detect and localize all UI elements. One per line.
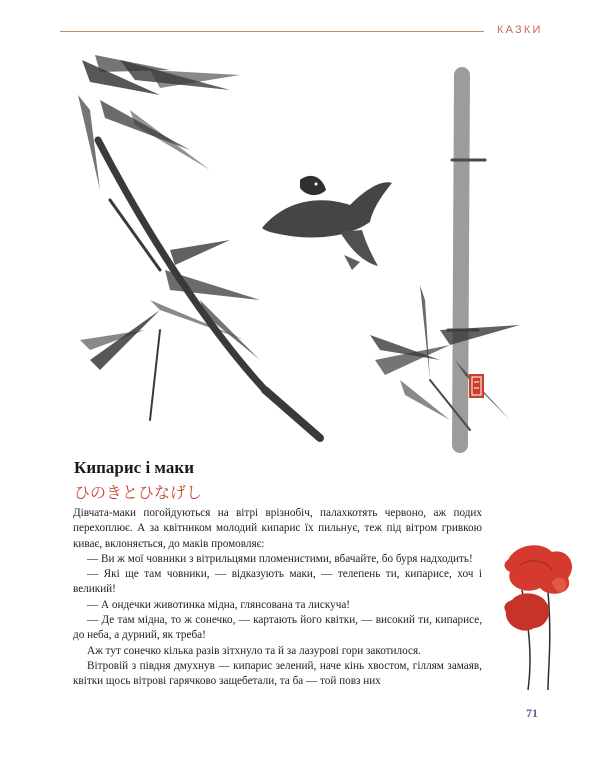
paragraph-6: Аж тут сонечко кілька разів зітхнуло та й за лазурові гори закотилося. — [87, 644, 421, 657]
paragraph-2: — Ви ж мої човники з вітрильцями пломенистими, вбачайте, бо буря надходить! — [87, 552, 473, 565]
red-seal-icon — [469, 374, 484, 398]
bamboo-leaves-left — [78, 55, 260, 370]
story-subtitle-japanese: ひのきとひなげし — [74, 483, 203, 502]
page-number: 71 — [526, 706, 538, 720]
paragraph-3: — Які ще там човники, — відказують маки, — телепень ти, кипарисе, хоч і великий! — [73, 568, 482, 596]
paragraph-5: — Де там мідна, то ж сонечко, — картають його квітки, — високий ти, кипарисе, до неба, а дурний, як треба! — [73, 614, 482, 642]
paragraph-4: — А ондечки животинка мідна, глянсована та лискуча! — [87, 598, 351, 611]
paragraph-7: Вітровій з півдня дмухнув — кипарис зелений, наче кінь хвостом, гіллям замаяв, квітки щось вітрові гарячково защебетали, та ба — той повз них — [73, 659, 482, 688]
story-body — [73, 506, 482, 690]
paragraph-1: Дівчата-маки погойдуються на вітрі врізнобіч, палахкотять червоно, аж подих перехоплює. А за квітником молодий кипарис їх пильнує, теж під вітром гривкою киває, вклоняється, до маків промовляє: — [73, 507, 482, 550]
poppy-illustration — [504, 545, 572, 690]
section-label: КАЗКИ — [497, 24, 543, 36]
sparrow-icon — [262, 176, 392, 270]
story-title: Кипарис і маки — [74, 458, 194, 477]
